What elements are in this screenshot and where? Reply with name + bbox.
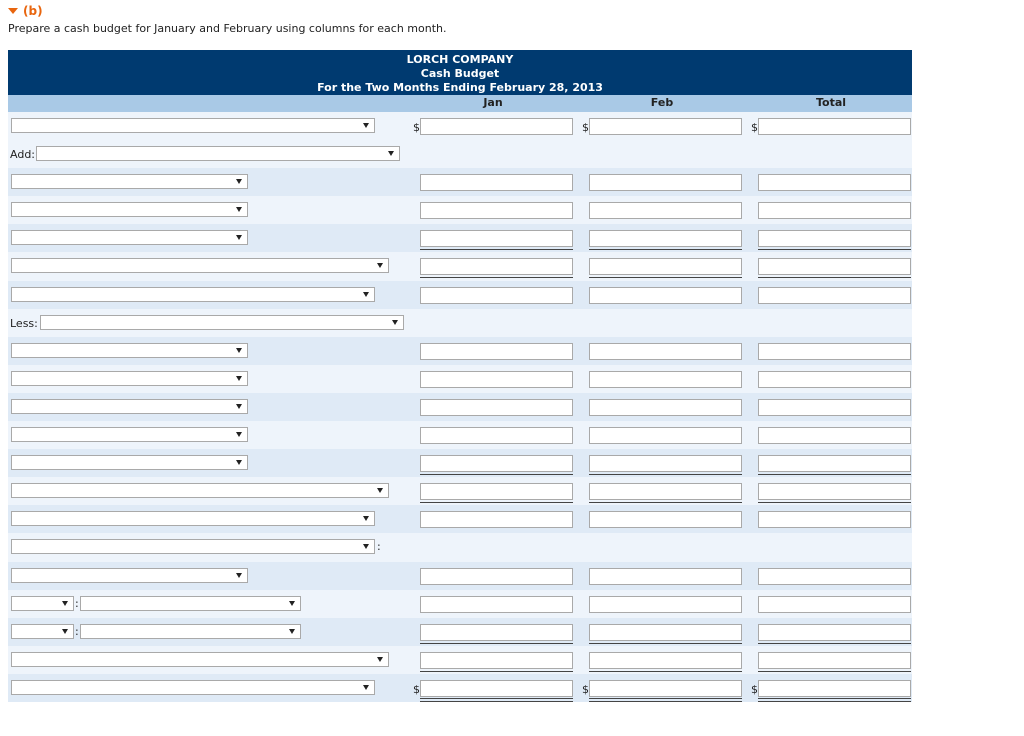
line-item-dropdown[interactable] — [11, 287, 375, 302]
table-row — [8, 477, 912, 505]
feb-input[interactable] — [589, 230, 742, 247]
subtotal-rule — [420, 502, 573, 503]
line-item-dropdown[interactable] — [11, 371, 248, 386]
subtotal-rule — [420, 249, 573, 250]
dropdown-arrow-icon — [377, 263, 383, 268]
dropdown-arrow-icon — [289, 629, 295, 634]
line-item-dropdown[interactable] — [11, 343, 248, 358]
dropdown-arrow-icon — [236, 460, 242, 465]
table-row — [8, 533, 912, 561]
subtotal-rule — [758, 249, 911, 250]
line-item-dropdown[interactable] — [11, 230, 248, 245]
subtotal-rule — [420, 277, 573, 278]
table-row — [8, 168, 912, 196]
feb-input[interactable] — [589, 343, 742, 360]
jan-input[interactable] — [420, 624, 573, 641]
double-rule — [420, 698, 573, 702]
dollar-sign: $ — [751, 121, 758, 134]
total-input[interactable] — [758, 568, 911, 585]
jan-input[interactable] — [420, 287, 573, 304]
jan-input[interactable] — [420, 343, 573, 360]
dropdown-arrow-icon — [236, 404, 242, 409]
total-input[interactable] — [758, 652, 911, 669]
colon-label: : — [377, 540, 381, 554]
add-label: Add: — [10, 148, 36, 162]
budget-title: Cash Budget — [420, 67, 500, 80]
jan-input[interactable] — [420, 511, 573, 528]
table-row — [8, 140, 912, 168]
line-item-dropdown[interactable] — [11, 427, 248, 442]
dollar-sign: $ — [582, 682, 589, 696]
subtotal-rule — [589, 249, 742, 250]
feb-input[interactable] — [589, 568, 742, 585]
total-input[interactable] — [758, 596, 911, 613]
small-dropdown[interactable] — [11, 624, 74, 639]
total-input[interactable] — [758, 427, 911, 444]
subtotal-rule — [758, 502, 911, 503]
subtotal-rule — [420, 474, 573, 475]
jan-input[interactable] — [420, 680, 573, 697]
dropdown-arrow-icon — [62, 629, 68, 634]
total-input[interactable] — [758, 343, 911, 360]
column-header-total: Total — [815, 96, 847, 109]
feb-input[interactable] — [589, 118, 742, 135]
line-item-dropdown[interactable] — [80, 624, 301, 639]
table-row — [8, 674, 912, 702]
subtotal-rule — [420, 671, 573, 672]
total-input[interactable] — [758, 483, 911, 500]
dropdown-arrow-icon — [377, 657, 383, 662]
table-row — [8, 562, 912, 590]
double-rule — [758, 698, 911, 702]
line-item-dropdown[interactable] — [11, 174, 248, 189]
dollar-sign: $ — [751, 682, 758, 696]
dropdown-arrow-icon — [392, 320, 398, 325]
feb-input[interactable] — [589, 596, 742, 613]
line-item-dropdown[interactable] — [11, 511, 375, 526]
jan-input[interactable] — [420, 427, 573, 444]
feb-input[interactable] — [589, 511, 742, 528]
table-row — [8, 505, 912, 533]
feb-input[interactable] — [589, 652, 742, 669]
total-input[interactable] — [758, 455, 911, 472]
dollar-sign: $ — [413, 682, 420, 696]
subtotal-rule — [758, 643, 911, 644]
section-label: (b) — [23, 4, 43, 18]
dropdown-arrow-icon — [236, 573, 242, 578]
table-row — [8, 449, 912, 477]
total-input[interactable] — [758, 174, 911, 191]
subtotal-rule — [420, 643, 573, 644]
jan-input[interactable] — [420, 371, 573, 388]
total-input[interactable] — [758, 680, 911, 697]
dropdown-arrow-icon — [363, 544, 369, 549]
line-item-dropdown[interactable] — [80, 596, 301, 611]
jan-input[interactable] — [420, 258, 573, 275]
jan-input[interactable] — [420, 596, 573, 613]
feb-input[interactable] — [589, 258, 742, 275]
line-item-dropdown[interactable] — [11, 483, 389, 498]
dropdown-arrow-icon — [363, 685, 369, 690]
dropdown-arrow-icon — [236, 207, 242, 212]
feb-input[interactable] — [589, 427, 742, 444]
collapse-triangle-icon — [8, 8, 18, 14]
budget-period: For the Two Months Ending February 28, 2013 — [317, 81, 603, 94]
line-item-dropdown[interactable] — [11, 258, 389, 273]
subtotal-rule — [758, 277, 911, 278]
column-header-feb: Feb — [650, 96, 674, 109]
feb-input[interactable] — [589, 287, 742, 304]
financing-category-dropdown[interactable] — [11, 539, 375, 554]
section-toggle[interactable] — [8, 3, 43, 19]
subtotal-rule — [589, 502, 742, 503]
table-row — [8, 337, 912, 365]
subtotal-rule — [758, 671, 911, 672]
dropdown-arrow-icon — [363, 123, 369, 128]
subtotal-rule — [589, 643, 742, 644]
table-row — [8, 281, 912, 309]
dropdown-arrow-icon — [62, 601, 68, 606]
jan-input[interactable] — [420, 399, 573, 416]
table-row — [8, 365, 912, 393]
less-label: Less: — [10, 316, 38, 330]
jan-input[interactable] — [420, 174, 573, 191]
feb-input[interactable] — [589, 202, 742, 219]
table-row — [8, 393, 912, 421]
dropdown-arrow-icon — [289, 601, 295, 606]
total-input[interactable] — [758, 202, 911, 219]
dropdown-arrow-icon — [236, 432, 242, 437]
column-headers — [8, 95, 912, 112]
budget-rows — [8, 112, 912, 702]
feb-input[interactable] — [589, 399, 742, 416]
total-input[interactable] — [758, 258, 911, 275]
table-row — [8, 590, 912, 618]
feb-input[interactable] — [589, 174, 742, 191]
table-row — [8, 224, 912, 252]
total-input[interactable] — [758, 230, 911, 247]
dropdown-arrow-icon — [236, 348, 242, 353]
line-item-dropdown[interactable] — [11, 118, 375, 133]
dropdown-arrow-icon — [236, 179, 242, 184]
jan-input[interactable] — [420, 483, 573, 500]
table-row — [8, 618, 912, 646]
line-item-dropdown[interactable] — [11, 680, 375, 695]
dropdown-arrow-icon — [363, 292, 369, 297]
dollar-sign: $ — [582, 121, 589, 134]
dollar-sign: $ — [413, 121, 420, 134]
dropdown-arrow-icon — [236, 235, 242, 240]
total-input[interactable] — [758, 511, 911, 528]
line-item-dropdown[interactable] — [11, 399, 248, 414]
subtotal-rule — [589, 474, 742, 475]
table-row — [8, 196, 912, 224]
subtotal-rule — [758, 474, 911, 475]
colon-label: : — [75, 596, 79, 610]
table-row — [8, 646, 912, 674]
jan-input[interactable] — [420, 118, 573, 135]
feb-input[interactable] — [589, 624, 742, 641]
jan-input[interactable] — [420, 568, 573, 585]
total-input[interactable] — [758, 371, 911, 388]
total-input[interactable] — [758, 118, 911, 135]
feb-input[interactable] — [589, 455, 742, 472]
instruction-text: Prepare a cash budget for January and February using columns for each month. — [8, 22, 447, 35]
subtotal-rule — [589, 671, 742, 672]
dropdown-arrow-icon — [363, 516, 369, 521]
total-input[interactable] — [758, 399, 911, 416]
subtotal-rule — [589, 277, 742, 278]
colon-label: : — [75, 624, 79, 638]
table-row — [8, 421, 912, 449]
jan-input[interactable] — [420, 230, 573, 247]
line-item-dropdown[interactable] — [11, 652, 389, 667]
small-dropdown[interactable] — [11, 596, 74, 611]
line-item-dropdown[interactable] — [11, 568, 248, 583]
dropdown-arrow-icon — [236, 376, 242, 381]
dropdown-arrow-icon — [388, 151, 394, 156]
dropdown-arrow-icon — [377, 488, 383, 493]
total-input[interactable] — [758, 287, 911, 304]
budget-header — [8, 50, 912, 95]
add-category-dropdown[interactable] — [36, 146, 400, 161]
column-header-jan: Jan — [483, 96, 503, 109]
line-item-dropdown[interactable] — [11, 455, 248, 470]
less-category-dropdown[interactable] — [40, 315, 404, 330]
jan-input[interactable] — [420, 455, 573, 472]
table-row — [8, 309, 912, 337]
line-item-dropdown[interactable] — [11, 202, 248, 217]
table-row — [8, 252, 912, 280]
table-row — [8, 112, 912, 140]
feb-input[interactable] — [589, 371, 742, 388]
feb-input[interactable] — [589, 680, 742, 697]
company-name: LORCH COMPANY — [406, 53, 514, 66]
total-input[interactable] — [758, 624, 911, 641]
double-rule — [589, 698, 742, 702]
jan-input[interactable] — [420, 652, 573, 669]
feb-input[interactable] — [589, 483, 742, 500]
jan-input[interactable] — [420, 202, 573, 219]
